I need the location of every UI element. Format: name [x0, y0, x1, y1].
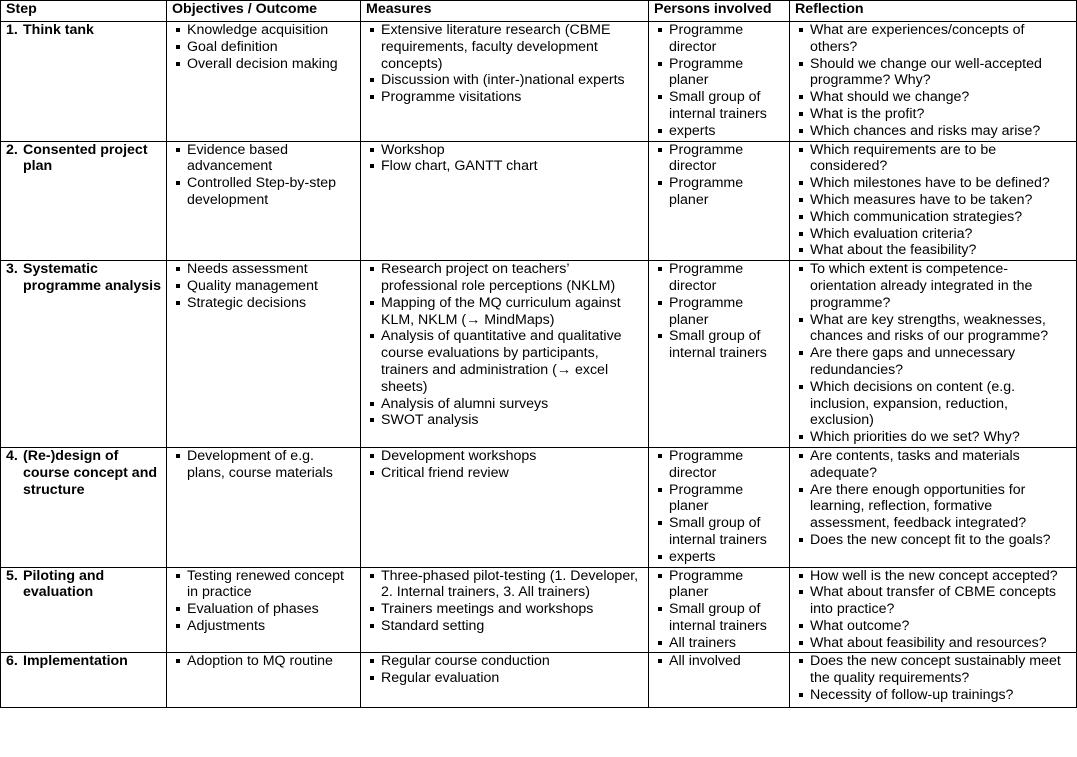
bullet-text: Critical friend review: [381, 464, 509, 481]
bullet-item: [172, 295, 355, 312]
bullet-text: Which communication strategies?: [810, 208, 1023, 225]
bullet-marker-icon: [654, 22, 669, 56]
bullet-item: [172, 618, 355, 635]
step-cell: [1, 567, 167, 653]
objectives-cell: [167, 141, 361, 261]
bullet-item: [654, 261, 784, 295]
bullet-item: [795, 482, 1071, 532]
bullet-marker-icon: [795, 56, 810, 90]
persons-cell: [649, 141, 790, 261]
bullet-marker-icon: [366, 261, 381, 295]
bullet-item: [366, 89, 643, 106]
bullet-item: [654, 601, 784, 635]
bullet-item: [795, 242, 1071, 259]
bullet-item: [795, 345, 1071, 379]
bullet-text: What is the profit?: [810, 105, 925, 122]
bullet-item: [654, 515, 784, 549]
table-row: [1, 567, 1077, 653]
bullet-marker-icon: [654, 142, 669, 176]
bullet-text: Are there gaps and unnecessary redundancies?: [810, 345, 1016, 378]
bullet-marker-icon: [795, 345, 810, 379]
bullet-item: [172, 601, 355, 618]
bullet-marker-icon: [654, 56, 669, 90]
bullet-marker-icon: [172, 39, 187, 56]
bullet-item: [795, 618, 1071, 635]
header-persons: Persons involved: [649, 1, 790, 22]
bullet-text: Quality management: [187, 277, 318, 294]
measures-list: [366, 568, 643, 635]
step-title: Piloting and evaluation: [23, 567, 105, 601]
step-number: 1.: [6, 22, 18, 38]
reflection-list: [795, 22, 1071, 140]
bullet-item: [795, 568, 1071, 585]
reflection-list: [795, 568, 1071, 652]
bullet-marker-icon: [795, 618, 810, 635]
bullet-marker-icon: [366, 618, 381, 635]
measures-cell: [361, 141, 649, 261]
bullet-marker-icon: [795, 312, 810, 346]
reflection-list: [795, 142, 1071, 260]
bullet-text: Adjustments: [187, 617, 266, 634]
bullet-item: [366, 72, 643, 89]
reflection-list: [795, 448, 1071, 549]
bullet-text: What about the feasibility?: [810, 242, 977, 259]
bullet-text: Trainers meetings and workshops: [381, 601, 594, 618]
header-objectives: Objectives / Outcome: [167, 1, 361, 22]
reflection-cell: [790, 447, 1077, 567]
bullet-text: Programme planer: [669, 175, 744, 208]
bullet-marker-icon: [654, 482, 669, 516]
bullet-item: [366, 396, 643, 413]
bullet-text: Programme visitations: [381, 89, 522, 106]
objectives-list: [172, 142, 355, 209]
persons-cell: [649, 22, 790, 142]
persons-list: [654, 142, 784, 209]
bullet-text: To which extent is competence-orientation already integrated in the programme?: [810, 261, 1033, 311]
objectives-cell: [167, 653, 361, 708]
bullet-marker-icon: [795, 175, 810, 192]
objectives-cell: [167, 567, 361, 653]
bullet-text: Controlled Step-by-step development: [187, 175, 337, 208]
bullet-text: All involved: [669, 653, 741, 670]
bullet-item: [172, 175, 355, 209]
bullet-item: [795, 106, 1071, 123]
bullet-marker-icon: [795, 142, 810, 176]
bullet-item: [172, 568, 355, 602]
bullet-marker-icon: [795, 379, 810, 429]
bullet-marker-icon: [795, 653, 810, 687]
bullet-marker-icon: [654, 328, 669, 362]
table-row: [1, 141, 1077, 261]
bullet-marker-icon: [172, 618, 187, 635]
step-title: Think tank: [23, 22, 94, 38]
bullet-item: [795, 635, 1071, 652]
bullet-item: [795, 379, 1071, 429]
step-title: (Re-)design of course concept and structure: [23, 447, 158, 498]
measures-cell: [361, 447, 649, 567]
reflection-cell: [790, 261, 1077, 448]
bullet-text: Programme planer: [669, 55, 744, 89]
bullet-item: [795, 123, 1071, 140]
bullet-marker-icon: [795, 532, 810, 549]
bullet-marker-icon: [172, 175, 187, 209]
bullet-marker-icon: [366, 396, 381, 413]
bullet-text: Knowledge acquisition: [187, 22, 329, 38]
bullet-marker-icon: [654, 568, 669, 602]
bullet-text: What should we change?: [810, 89, 970, 106]
bullet-item: [172, 278, 355, 295]
bullet-text: Does the new concept sustainably meet the quality requirements?: [810, 653, 1061, 687]
bullet-text: Programme planer: [669, 481, 744, 515]
bullet-marker-icon: [172, 568, 187, 602]
bullet-text: Programme director: [669, 141, 744, 175]
bullet-marker-icon: [366, 295, 381, 329]
persons-cell: [649, 447, 790, 567]
bullet-marker-icon: [366, 22, 381, 72]
objectives-list: [172, 448, 355, 482]
reflection-cell: [790, 567, 1077, 653]
bullet-text: Flow chart, GANTT chart: [381, 158, 538, 175]
objectives-list: [172, 653, 355, 670]
bullet-item: [654, 549, 784, 566]
bullet-text: Workshop: [381, 141, 445, 158]
persons-cell: [649, 653, 790, 708]
bullet-item: [654, 482, 784, 516]
bullet-marker-icon: [795, 242, 810, 259]
bullet-item: [795, 584, 1071, 618]
bullet-text: Extensive literature research (CBME requirements, faculty development concepts): [381, 22, 611, 72]
step-cell: [1, 141, 167, 261]
bullet-text: Which chances and risks may arise?: [810, 122, 1041, 139]
bullet-marker-icon: [654, 653, 669, 670]
measures-cell: [361, 261, 649, 448]
persons-cell: [649, 567, 790, 653]
step-number: 5.: [6, 567, 18, 584]
bullet-marker-icon: [795, 261, 810, 311]
bullet-marker-icon: [795, 106, 810, 123]
bullet-marker-icon: [654, 448, 669, 482]
step-number: 6.: [6, 653, 18, 670]
bullet-item: [654, 448, 784, 482]
header-row: [1, 1, 1077, 22]
bullet-item: [795, 429, 1071, 446]
bullet-text: Necessity of follow-up trainings?: [810, 687, 1014, 704]
bullet-text: Adoption to MQ routine: [187, 653, 333, 670]
bullet-item: [172, 448, 355, 482]
bullet-text: Development workshops: [381, 447, 537, 464]
bullet-text: Analysis of quantitative and qualitative course evaluations by participants, trainers and administration (→ excel sheets): [381, 328, 622, 395]
bullet-marker-icon: [366, 653, 381, 670]
bullet-marker-icon: [172, 448, 187, 482]
objectives-cell: [167, 22, 361, 142]
bullet-text: Small group of internal trainers: [669, 328, 767, 362]
bullet-marker-icon: [172, 22, 187, 39]
bullet-item: [366, 601, 643, 618]
bullet-marker-icon: [795, 584, 810, 618]
bullet-marker-icon: [795, 687, 810, 704]
bullet-item: [366, 142, 643, 159]
bullet-marker-icon: [795, 22, 810, 56]
bullet-item: [654, 56, 784, 90]
bullet-text: Strategic decisions: [187, 294, 307, 311]
bullet-marker-icon: [795, 429, 810, 446]
bullet-text: Does the new concept fit to the goals?: [810, 531, 1051, 548]
bullet-text: Which decisions on content (e.g. inclusion, expansion, reduction, exclusion): [810, 378, 1016, 429]
bullet-text: Evidence based advancement: [187, 141, 288, 175]
persons-list: [654, 448, 784, 566]
step-number: 2.: [6, 141, 18, 158]
bullet-text: Which requirements are to be considered?: [810, 141, 997, 175]
bullet-item: [366, 412, 643, 429]
persons-list: [654, 568, 784, 652]
bullet-item: [366, 465, 643, 482]
bullet-marker-icon: [654, 89, 669, 123]
step-cell: [1, 653, 167, 708]
bullet-text: Goal definition: [187, 38, 278, 55]
bullet-marker-icon: [172, 261, 187, 278]
reflection-list: [795, 261, 1071, 446]
bullet-text: Regular course conduction: [381, 653, 550, 670]
bullet-item: [654, 635, 784, 652]
measures-list: [366, 448, 643, 482]
bullet-marker-icon: [172, 278, 187, 295]
bullet-item: [795, 22, 1071, 56]
measures-list: [366, 22, 643, 106]
bullet-marker-icon: [366, 142, 381, 159]
bullet-text: What about feasibility and resources?: [810, 634, 1047, 651]
bullet-text: How well is the new concept accepted?: [810, 567, 1058, 584]
bullet-text: Programme director: [669, 447, 744, 481]
table-row: [1, 261, 1077, 448]
bullet-text: Analysis of alumni surveys: [381, 395, 549, 412]
bullet-text: Small group of internal trainers: [669, 515, 767, 548]
bullet-marker-icon: [366, 89, 381, 106]
bullet-text: SWOT analysis: [381, 412, 479, 429]
bullet-text: Should we change our well-accepted programme? Why?: [810, 55, 1042, 89]
persons-list: [654, 261, 784, 362]
bullet-text: Which evaluation criteria?: [810, 225, 973, 242]
table-row: [1, 22, 1077, 142]
bullet-text: Standard setting: [381, 617, 485, 634]
bullet-item: [366, 448, 643, 465]
bullet-text: Programme planer: [669, 567, 744, 601]
bullet-item: [654, 568, 784, 602]
bullet-text: All trainers: [669, 634, 737, 651]
measures-list: [366, 142, 643, 176]
bullet-item: [795, 89, 1071, 106]
step-cell: [1, 261, 167, 448]
measures-cell: [361, 567, 649, 653]
bullet-marker-icon: [795, 448, 810, 482]
bullet-text: Discussion with (inter-)national experts: [381, 72, 625, 89]
bullet-marker-icon: [795, 482, 810, 532]
bullet-text: Small group of internal trainers: [669, 601, 767, 634]
bullet-marker-icon: [654, 549, 669, 566]
bullet-text: Are contents, tasks and materials adequate?: [810, 447, 1020, 481]
measures-cell: [361, 22, 649, 142]
bullet-marker-icon: [654, 635, 669, 652]
bullet-marker-icon: [795, 209, 810, 226]
bullet-text: Which priorities do we set? Why?: [810, 429, 1020, 446]
bullet-item: [795, 687, 1071, 704]
bullet-marker-icon: [366, 448, 381, 465]
bullet-text: Mapping of the MQ curriculum against KLM, NKLM (→ MindMaps): [381, 294, 621, 328]
bullet-item: [366, 158, 643, 175]
bullet-item: [172, 653, 355, 670]
bullet-text: What outcome?: [810, 617, 910, 634]
bullet-item: [654, 22, 784, 56]
bullet-item: [795, 209, 1071, 226]
bullet-text: Which milestones have to be defined?: [810, 175, 1050, 192]
bullet-text: Needs assessment: [187, 261, 308, 278]
bullet-text: Testing renewed concept in practice: [187, 567, 344, 601]
bullet-item: [795, 56, 1071, 90]
bullet-text: Development of e.g. plans, course materials: [187, 447, 333, 481]
bullet-text: experts: [669, 122, 716, 139]
bullet-item: [795, 653, 1071, 687]
bullet-item: [795, 175, 1071, 192]
bullet-text: Research project on teachers’ professional role perceptions (NKLM): [381, 261, 616, 294]
bullet-marker-icon: [366, 158, 381, 175]
bullet-marker-icon: [795, 635, 810, 652]
reflection-cell: [790, 653, 1077, 708]
bullet-item: [795, 192, 1071, 209]
step-number: 3.: [6, 261, 18, 278]
bullet-item: [654, 328, 784, 362]
bullet-text: Small group of internal trainers: [669, 89, 767, 122]
bullet-text: experts: [669, 548, 716, 565]
table-row: [1, 447, 1077, 567]
bullet-text: Overall decision making: [187, 55, 338, 72]
bullet-item: [172, 22, 355, 39]
header-reflection: Reflection: [790, 1, 1077, 22]
bullet-item: [654, 89, 784, 123]
bullet-marker-icon: [172, 295, 187, 312]
bullet-item: [795, 226, 1071, 243]
bullet-item: [795, 142, 1071, 176]
bullet-marker-icon: [654, 601, 669, 635]
bullet-item: [654, 142, 784, 176]
bullet-text: What are key strengths, weaknesses, chances and risks of our programme?: [810, 311, 1049, 345]
bullet-item: [366, 670, 643, 687]
bullet-text: Programme director: [669, 22, 744, 55]
bullet-item: [795, 312, 1071, 346]
measures-list: [366, 261, 643, 429]
bullet-item: [172, 261, 355, 278]
bullet-text: Three-phased pilot-testing (1. Developer, 2. Internal trainers, 3. All trainers): [381, 567, 639, 601]
bullet-item: [366, 618, 643, 635]
bullet-item: [366, 22, 643, 72]
bullet-marker-icon: [366, 670, 381, 687]
bullet-text: Programme director: [669, 261, 744, 294]
bullet-item: [654, 175, 784, 209]
bullet-text: Regular evaluation: [381, 670, 500, 687]
reflection-cell: [790, 22, 1077, 142]
bullet-item: [795, 532, 1071, 549]
bullet-item: [366, 295, 643, 329]
bullet-item: [172, 142, 355, 176]
header-measures: Measures: [361, 1, 649, 22]
bullet-item: [795, 448, 1071, 482]
objectives-list: [172, 568, 355, 635]
bullet-item: [366, 328, 643, 395]
bullet-marker-icon: [654, 295, 669, 329]
bullet-marker-icon: [795, 226, 810, 243]
bullet-marker-icon: [795, 568, 810, 585]
step-title: Systematic programme analysis: [23, 261, 161, 294]
persons-list: [654, 653, 784, 670]
bullet-text: Programme planer: [669, 294, 744, 328]
bullet-item: [172, 56, 355, 73]
bullet-item: [654, 295, 784, 329]
bullet-marker-icon: [366, 568, 381, 602]
bullet-marker-icon: [172, 56, 187, 73]
bullet-marker-icon: [366, 328, 381, 395]
reflection-list: [795, 653, 1071, 703]
bullet-marker-icon: [172, 142, 187, 176]
step-number: 4.: [6, 447, 18, 464]
objectives-cell: [167, 261, 361, 448]
persons-list: [654, 22, 784, 140]
measures-cell: [361, 653, 649, 708]
bullet-text: Evaluation of phases: [187, 601, 319, 618]
step-title: Consented project plan: [23, 141, 148, 175]
objectives-list: [172, 22, 355, 72]
persons-cell: [649, 261, 790, 448]
bullet-item: [795, 261, 1071, 311]
bullet-item: [654, 123, 784, 140]
objectives-list: [172, 261, 355, 311]
bullet-text: What about transfer of CBME concepts into practice?: [810, 584, 1057, 618]
objectives-cell: [167, 447, 361, 567]
bullet-marker-icon: [654, 261, 669, 295]
bullet-marker-icon: [654, 515, 669, 549]
bullet-text: Are there enough opportunities for learning, reflection, formative assessment, feedback integrated?: [810, 481, 1027, 532]
bullet-text: What are experiences/concepts of others?: [810, 22, 1025, 55]
bullet-marker-icon: [366, 72, 381, 89]
step-cell: [1, 447, 167, 567]
bullet-text: Which measures have to be taken?: [810, 191, 1033, 208]
bullet-marker-icon: [795, 192, 810, 209]
bullet-marker-icon: [654, 175, 669, 209]
bullet-marker-icon: [366, 412, 381, 429]
bullet-marker-icon: [172, 653, 187, 670]
bullet-marker-icon: [795, 123, 810, 140]
reflection-cell: [790, 141, 1077, 261]
table-row: [1, 653, 1077, 708]
bullet-marker-icon: [172, 601, 187, 618]
bullet-marker-icon: [795, 89, 810, 106]
bullet-item: [366, 568, 643, 602]
bullet-item: [654, 653, 784, 670]
step-cell: [1, 22, 167, 142]
step-title: Implementation: [23, 653, 128, 670]
bullet-item: [366, 653, 643, 670]
measures-list: [366, 653, 643, 687]
bullet-item: [172, 39, 355, 56]
bullet-marker-icon: [366, 465, 381, 482]
bullet-marker-icon: [654, 123, 669, 140]
header-step: Step: [1, 1, 167, 22]
bullet-marker-icon: [366, 601, 381, 618]
bullet-item: [366, 261, 643, 295]
